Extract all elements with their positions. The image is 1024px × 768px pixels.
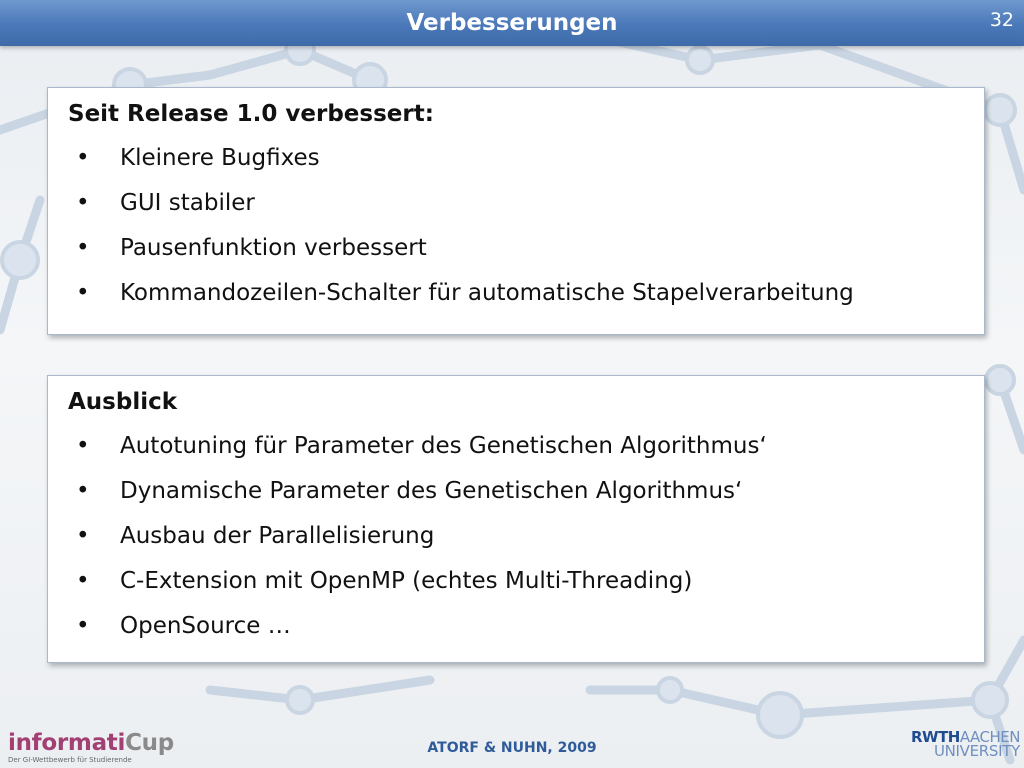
- slide-title: Verbesserungen: [406, 10, 618, 36]
- list-item-text: Ausbau der Parallelisierung: [120, 523, 435, 549]
- improvements-box: [47, 87, 985, 335]
- bullet-icon: •: [76, 190, 90, 216]
- bullet-icon: •: [76, 235, 90, 261]
- bullet-icon: •: [76, 478, 90, 504]
- footer-author-year: ATORF & NUHN, 2009: [427, 740, 597, 756]
- slide-number: 32: [989, 9, 1014, 31]
- rwth-text: RWTH: [910, 728, 960, 746]
- logo-text-part2: Cup: [125, 730, 174, 756]
- outlook-box: [47, 375, 985, 663]
- list-item-text: Autotuning für Parameter des Genetischen Algorithmus‘: [120, 433, 767, 459]
- rwth-aachen-logo: [898, 730, 1020, 758]
- outlook-heading: Ausblick: [68, 389, 178, 415]
- bullet-icon: •: [76, 280, 90, 306]
- bullet-icon: •: [76, 613, 90, 639]
- title-bar: [0, 0, 1024, 46]
- list-item-text: Dynamische Parameter des Genetischen Algorithmus‘: [120, 478, 743, 504]
- bullet-icon: •: [76, 568, 90, 594]
- improvements-heading: Seit Release 1.0 verbessert:: [68, 101, 434, 127]
- list-item-text: OpenSource …: [120, 613, 291, 639]
- bullet-icon: •: [76, 433, 90, 459]
- list-item-text: Kommandozeilen-Schalter für automatische Stapelverarbeitung: [120, 280, 854, 306]
- list-item-text: Pausenfunktion verbessert: [120, 235, 427, 261]
- logo-subtitle: Der GI-Wettbewerb für Studierende: [8, 756, 132, 764]
- aachen-text: AACHEN: [959, 728, 1020, 746]
- university-text: UNIVERSITY: [933, 742, 1020, 760]
- logo-text-part1: informati: [8, 730, 126, 756]
- list-item-text: GUI stabiler: [120, 190, 255, 216]
- bullet-icon: •: [76, 523, 90, 549]
- list-item-text: C-Extension mit OpenMP (echtes Multi-Threading): [120, 568, 693, 594]
- bullet-icon: •: [76, 145, 90, 171]
- list-item-text: Kleinere Bugfixes: [120, 145, 320, 171]
